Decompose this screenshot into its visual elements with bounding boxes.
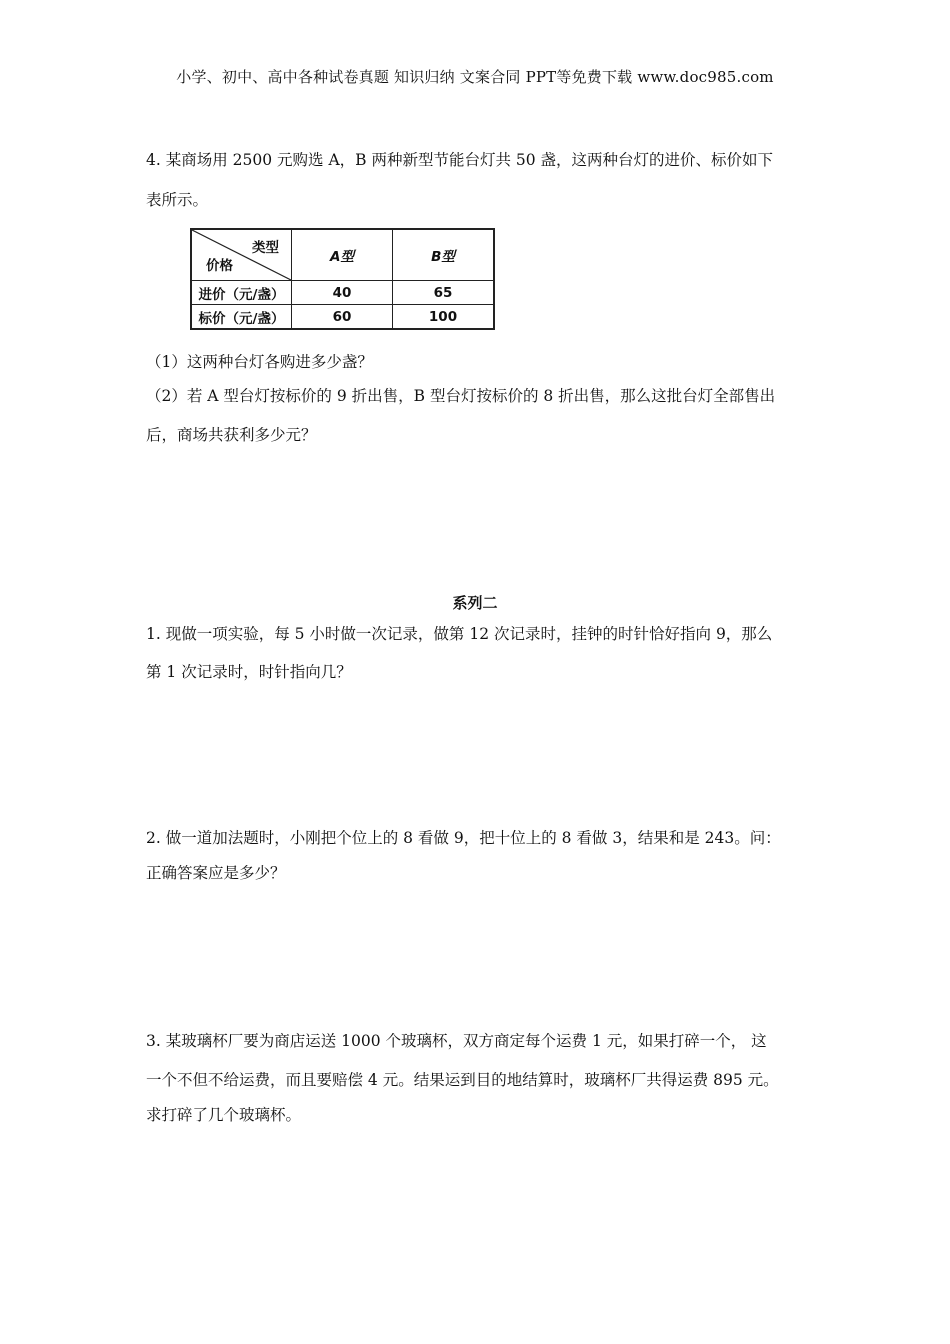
header-type-label: 类型 [252, 240, 279, 256]
q4-sub-2-line-1: （2）若 A 型台灯按标价的 9 折出售，B 型台灯按标价的 8 折出售，那么这批台灯全部售出 [146, 387, 776, 405]
s2-q3-line-1: 3. 某玻璃杯厂要为商店运送 1000 个玻璃杯，双方商定每个运费 1 元，如果打碎一个， 这 [146, 1032, 767, 1050]
q4-line-1: 4. 某商场用 2500 元购选 A，B 两种新型节能台灯共 50 盏，这两种台灯的进价、标价如下 [146, 151, 774, 169]
s2-q3-line-2: 一个不但不给运费，而且要赔偿 4 元。结果运到目的地结算时，玻璃杯厂共得运费 895 元。 [146, 1071, 779, 1089]
price-table [190, 228, 495, 330]
table-diagonal-header [191, 229, 292, 281]
q4-sub-2-line-2: 后，商场共获利多少元？ [146, 426, 317, 444]
cell-b: 100 [393, 305, 495, 330]
table-row [191, 281, 494, 305]
row-label: 标价（元/盏） [191, 305, 292, 330]
q4-sub-1: （1）这两种台灯各购进多少盏？ [146, 353, 373, 371]
s2-q1-line-1: 1. 现做一项实验，每 5 小时做一次记录，做第 12 次记录时，挂钟的时针恰好指向 9，那么 [146, 625, 773, 643]
table-row [191, 305, 494, 330]
cell-b: 65 [393, 281, 495, 305]
s2-q2-line-1: 2. 做一道加法题时，小刚把个位上的 8 看做 9，把十位上的 8 看做 3，结果和是 243。问： [146, 829, 781, 847]
cell-a: 60 [292, 305, 393, 330]
row-label: 进价（元/盏） [191, 281, 292, 305]
s2-q2-line-2: 正确答案应是多少？ [146, 864, 286, 882]
s2-q3-line-3: 求打碎了几个玻璃杯。 [146, 1106, 302, 1124]
q4-line-2: 表所示。 [146, 191, 209, 209]
column-b-header: B型 [393, 229, 495, 281]
column-a-header: A型 [292, 229, 393, 281]
cell-a: 40 [292, 281, 393, 305]
s2-q1-line-2: 第 1 次记录时，时针指向几？ [146, 663, 352, 681]
header-price-label: 价格 [206, 258, 233, 274]
page-header: 小学、初中、高中各种试卷真题 知识归纳 文案合同 PPT等免费下载 www.doc985.com [176, 68, 774, 86]
series-title: 系列二 [452, 594, 498, 612]
